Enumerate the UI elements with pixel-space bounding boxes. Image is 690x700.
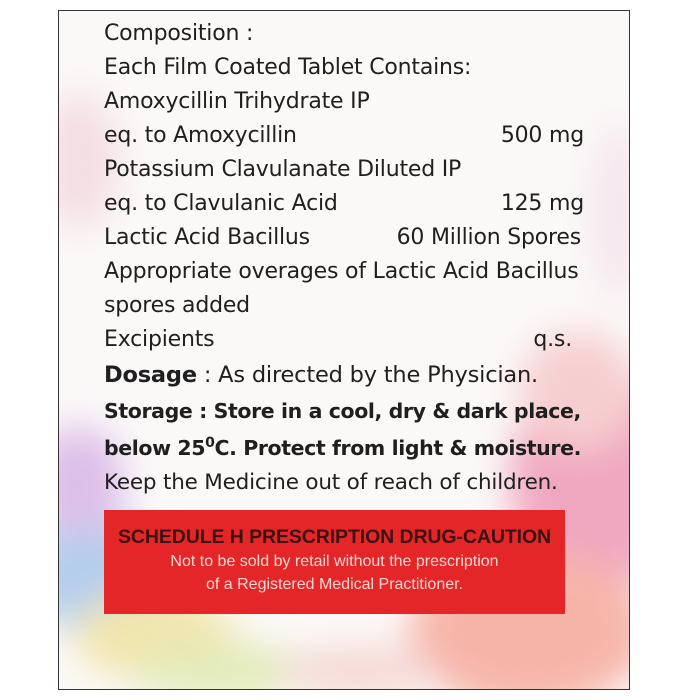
schedule-line1: Not to be sold by retail without the prescription bbox=[170, 553, 499, 570]
schedule-h-warning-box bbox=[104, 510, 565, 614]
excipients-amount: q.s. bbox=[533, 327, 572, 352]
composition-intro: Each Film Coated Tablet Contains: bbox=[104, 55, 472, 80]
ingredient3-amount: 60 Million Spores bbox=[396, 225, 581, 250]
ingredient2-row bbox=[104, 190, 584, 218]
overage-line2: spores added bbox=[104, 293, 250, 318]
schedule-line2: of a Registered Medical Practitioner. bbox=[205, 576, 463, 593]
degree-symbol: 0 bbox=[205, 435, 215, 452]
storage-line1: Storage : Store in a cool, dry & dark place, bbox=[104, 399, 581, 423]
dosage-text: : As directed by the Physician. bbox=[196, 362, 539, 388]
ingredient2-eq: eq. to Clavulanic Acid bbox=[104, 191, 338, 216]
schedule-title: SCHEDULE H PRESCRIPTION DRUG-CAUTION bbox=[118, 526, 551, 548]
label-panel bbox=[58, 10, 630, 690]
ingredient3-name: Lactic Acid Bacillus bbox=[104, 225, 310, 250]
overage-line1: Appropriate overages of Lactic Acid Bacillus bbox=[104, 259, 579, 284]
children-warning: Keep the Medicine out of reach of children. bbox=[104, 470, 558, 495]
storage-line2-suffix: C. Protect from light & moisture. bbox=[214, 436, 581, 460]
ingredient1-name: Amoxycillin Trihydrate IP bbox=[104, 89, 370, 114]
ingredient1-eq: eq. to Amoxycillin bbox=[104, 123, 297, 148]
dosage-label: Dosage bbox=[104, 362, 197, 388]
storage-line2-prefix: below 25 bbox=[104, 436, 206, 460]
ingredient2-amount: 125 mg bbox=[500, 191, 584, 216]
ingredient1-row bbox=[104, 122, 584, 150]
ingredient1-amount: 500 mg bbox=[500, 123, 584, 148]
ingredient2-name: Potassium Clavulanate Diluted IP bbox=[104, 157, 462, 182]
label-text bbox=[59, 11, 629, 689]
ingredient3-row bbox=[104, 224, 581, 252]
excipients-label: Excipients bbox=[104, 327, 215, 352]
excipients-row bbox=[104, 326, 572, 354]
storage-line2 bbox=[104, 434, 581, 462]
dosage-line bbox=[104, 361, 538, 389]
composition-heading: Composition : bbox=[104, 21, 254, 46]
